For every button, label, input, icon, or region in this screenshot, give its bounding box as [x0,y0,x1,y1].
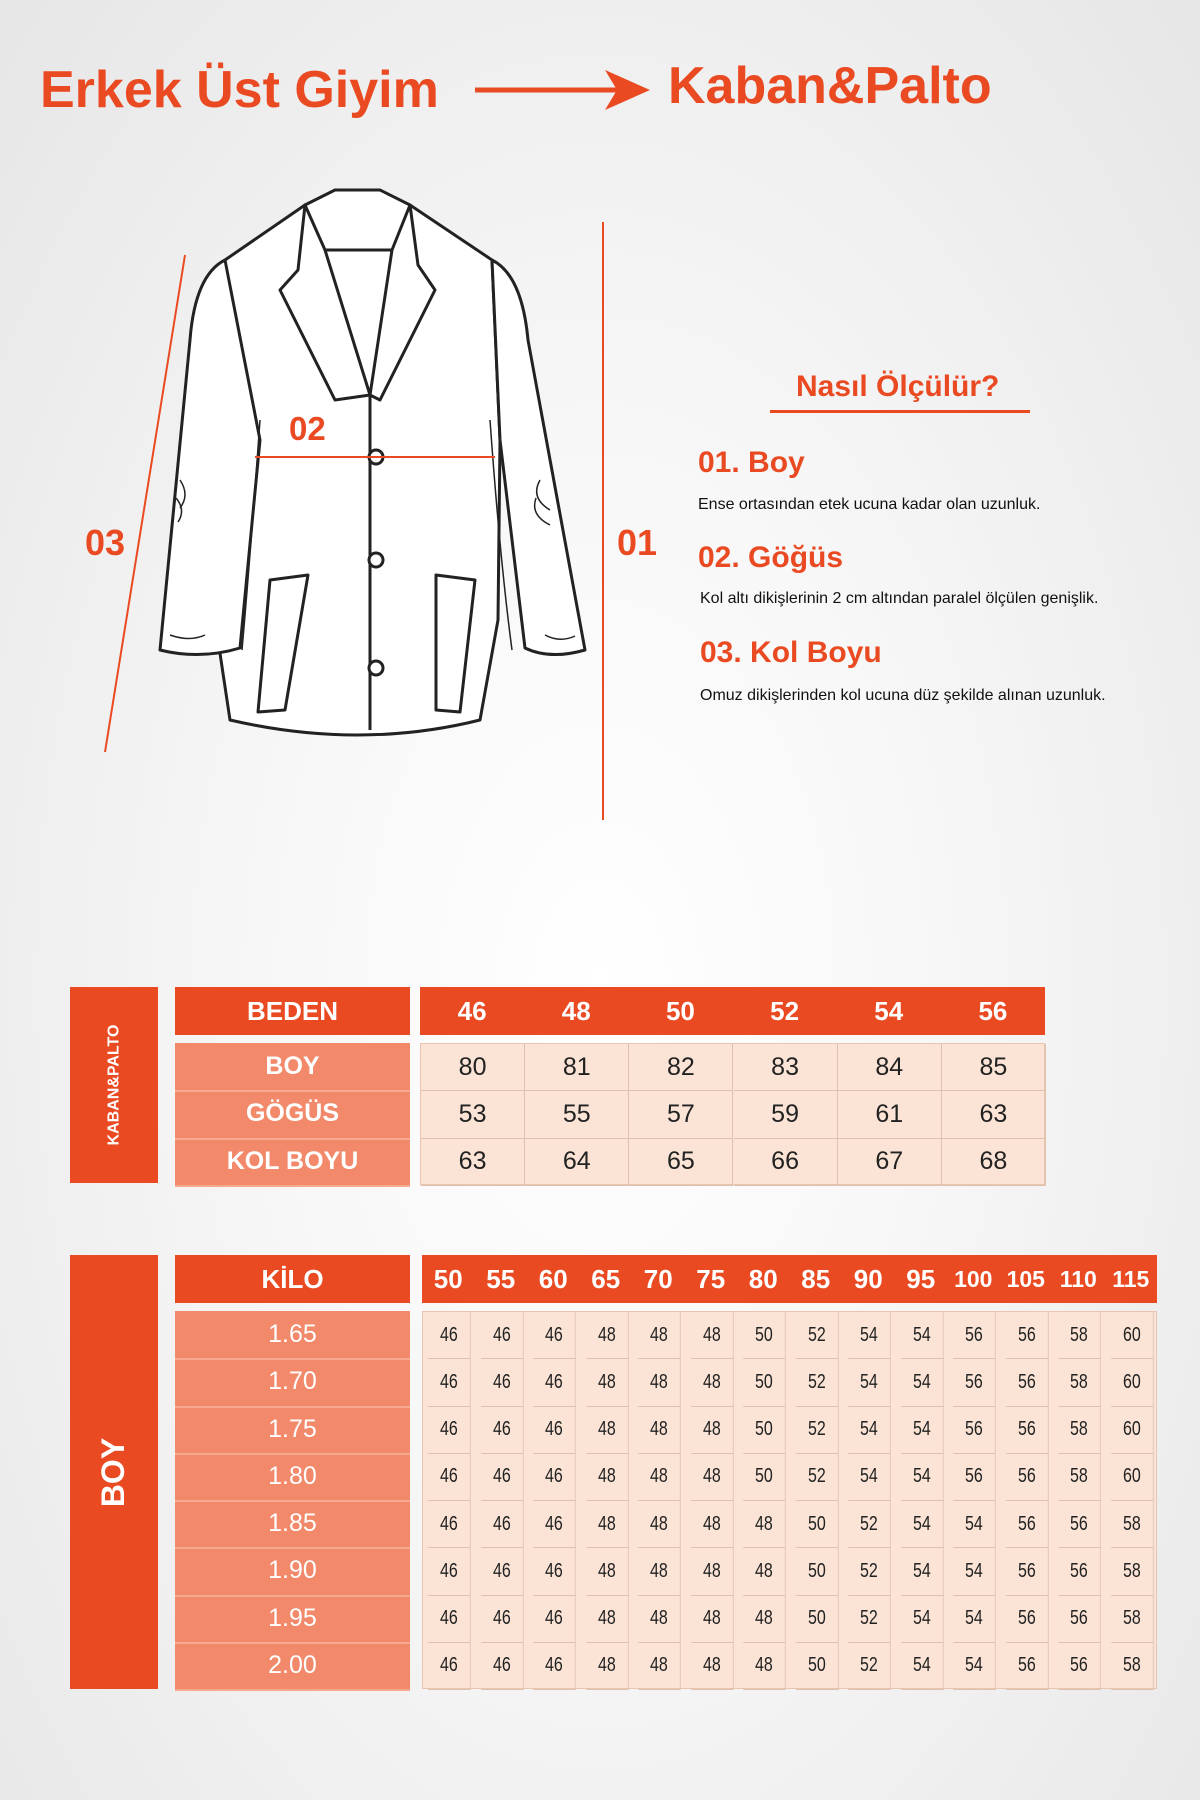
fit-table-cell: 46 [533,1312,575,1359]
size-table-cell: 85 [942,1044,1046,1091]
fit-table-cell: 50 [743,1454,785,1501]
measure-desc-length: Ense ortasından etek ucuna kadar olan uzunluk. [698,496,1041,513]
weight-header-cell: 70 [643,1263,673,1294]
size-table-cell: 55 [525,1091,629,1138]
fit-table-cell: 56 [1006,1501,1048,1548]
measure-head-length: 01. Boy [698,446,805,479]
measure-desc-sleeve: Omuz dikişlerinden kol ucuna düz şekilde alınan uzunluk. [700,687,1106,704]
fit-table-cell: 46 [533,1454,575,1501]
size-row-labels [175,1043,410,1185]
fit-table-cell: 54 [901,1312,943,1359]
fit-grid [422,1311,1157,1689]
fit-table-cell: 58 [1058,1407,1100,1454]
fit-table-cell: 46 [481,1596,523,1643]
fit-table-cell: 48 [691,1312,733,1359]
fit-table-cell: 58 [1111,1596,1153,1643]
arrow-right-icon [475,68,650,112]
fit-table-cell: 58 [1111,1643,1153,1690]
fit-table-cell: 48 [743,1548,785,1595]
fit-table-cell: 48 [586,1312,628,1359]
size-table-cell: 64 [525,1139,629,1186]
fit-table-cell: 50 [796,1643,838,1690]
size-table-cell: 82 [629,1044,733,1091]
fit-table-cell: 48 [586,1596,628,1643]
fit-table-cell: 48 [691,1454,733,1501]
fit-table-cell: 48 [586,1501,628,1548]
height-row-label: 2.00 [175,1642,410,1691]
fit-table-cell: 52 [848,1643,890,1690]
fit-table-cell: 54 [953,1643,995,1690]
weight-header-cell: 95 [906,1263,936,1294]
size-header-cell: 56 [978,995,1008,1026]
fit-table-cell: 50 [796,1501,838,1548]
size-table-cell: 81 [525,1044,629,1091]
fit-table-cell: 60 [1111,1359,1153,1406]
fit-table-cell: 48 [586,1548,628,1595]
fit-table-cell: 54 [901,1407,943,1454]
weight-header-cell: 100 [954,1265,993,1292]
fit-table-cell: 54 [848,1359,890,1406]
weight-header-cell: 90 [853,1263,883,1294]
fit-table-cell: 60 [1111,1312,1153,1359]
size-row-label: BOY [175,1043,410,1092]
fit-header-row [422,1255,1157,1303]
fit-table-cell: 48 [743,1643,785,1690]
size-header-cell: 48 [561,995,591,1026]
fit-table-side-label: BOY [70,1255,158,1689]
fit-table-cell: 48 [691,1643,733,1690]
size-table-cell: 63 [942,1091,1046,1138]
height-row-label: 1.80 [175,1453,410,1502]
fit-table-cell: 48 [638,1454,680,1501]
fit-table-cell: 48 [691,1359,733,1406]
fit-table-cell: 56 [953,1454,995,1501]
fit-table-cell: 46 [533,1407,575,1454]
size-header-cell: 54 [874,995,904,1026]
fit-table-cell: 46 [428,1548,470,1595]
weight-header-cell: 55 [486,1263,516,1294]
coat-diagram [80,180,660,840]
size-table-cell: 65 [629,1139,733,1186]
fit-table-cell: 48 [638,1312,680,1359]
size-table-cell: 67 [838,1139,942,1186]
fit-table-cell: 54 [901,1548,943,1595]
size-table-cell: 83 [734,1044,838,1091]
fit-table-cell: 46 [533,1501,575,1548]
subcategory-title: Kaban&Palto [668,57,992,115]
fit-table-cell: 54 [848,1312,890,1359]
weight-header-cell: 50 [433,1263,463,1294]
fit-table-cell: 58 [1058,1312,1100,1359]
fit-table-cell: 46 [533,1548,575,1595]
weight-header-cell: 75 [696,1263,726,1294]
size-table-side-label: KABAN&PALTO [70,987,158,1183]
fit-table-cell: 50 [796,1548,838,1595]
height-row-label: 1.85 [175,1500,410,1549]
fit-table-cell: 56 [1058,1596,1100,1643]
fit-table-cell: 58 [1111,1501,1153,1548]
fit-table-cell: 50 [743,1407,785,1454]
fit-table-cell: 48 [586,1359,628,1406]
fit-table-cell: 58 [1058,1454,1100,1501]
fit-table-cell: 56 [1006,1312,1048,1359]
fit-table-cell: 56 [953,1359,995,1406]
fit-table-cell: 54 [901,1359,943,1406]
fit-table-cell: 56 [1058,1643,1100,1690]
measure-head-sleeve: 03. Kol Boyu [700,636,882,669]
fit-table-cell: 46 [533,1359,575,1406]
fit-table-cell: 52 [796,1359,838,1406]
fit-table-cell: 56 [1006,1359,1048,1406]
weight-header-cell: 115 [1112,1265,1150,1292]
fit-table-cell: 48 [638,1596,680,1643]
fit-row-labels [175,1311,410,1689]
weight-header-cell: 65 [591,1263,621,1294]
fit-table-cell: 46 [481,1454,523,1501]
fit-table-cell: 56 [1006,1596,1048,1643]
how-to-measure-title: Nasıl Ölçülür? [796,370,1000,403]
height-row-label: 1.70 [175,1358,410,1407]
size-header-row [420,987,1045,1035]
fit-table-cell: 56 [1006,1407,1048,1454]
fit-table-cell: 48 [586,1454,628,1501]
fit-table-cell: 54 [901,1643,943,1690]
weight-header-cell: 80 [748,1263,778,1294]
length-label: 01 [617,522,658,563]
fit-table-cell: 60 [1111,1454,1153,1501]
size-grid [420,1043,1045,1185]
fit-table-cell: 50 [743,1312,785,1359]
fit-table-cell: 50 [796,1596,838,1643]
fit-table-cell: 48 [691,1407,733,1454]
measure-desc-chest: Kol altı dikişlerinin 2 cm altından paralel ölçülen genişlik. [700,590,1099,607]
fit-table-cell: 48 [743,1501,785,1548]
fit-table-cell: 56 [1058,1548,1100,1595]
size-table-cell: 66 [734,1139,838,1186]
height-row-label: 1.75 [175,1406,410,1455]
fit-table-cell: 46 [428,1501,470,1548]
height-row-label: 1.65 [175,1311,410,1360]
fit-table-cell: 54 [848,1454,890,1501]
fit-table-cell: 48 [586,1643,628,1690]
size-table-cell: 57 [629,1091,733,1138]
size-table-cell: 59 [734,1091,838,1138]
fit-table-cell: 48 [691,1548,733,1595]
fit-table-cell: 52 [796,1454,838,1501]
fit-table-cell: 56 [953,1407,995,1454]
category-title: Erkek Üst Giyim [40,61,439,119]
fit-table-cell: 52 [796,1312,838,1359]
fit-table-cell: 48 [743,1596,785,1643]
fit-table-cell: 48 [691,1596,733,1643]
fit-table-cell: 52 [796,1407,838,1454]
size-header-label: BEDEN [175,987,410,1035]
fit-table-cell: 48 [638,1643,680,1690]
height-row-label: 1.90 [175,1547,410,1596]
size-table-cell: 63 [421,1139,525,1186]
fit-table-cell: 46 [481,1407,523,1454]
sleeve-label: 03 [85,522,126,563]
size-header-cell: 46 [457,995,487,1026]
size-table-cell: 80 [421,1044,525,1091]
fit-table-cell: 46 [428,1454,470,1501]
size-table-cell: 84 [838,1044,942,1091]
chest-label: 02 [289,410,326,447]
fit-table-cell: 54 [953,1501,995,1548]
fit-table-cell: 56 [953,1312,995,1359]
fit-table-cell: 54 [901,1454,943,1501]
button-2 [369,553,383,567]
fit-table-cell: 56 [1058,1501,1100,1548]
fit-table-cell: 46 [428,1643,470,1690]
size-table-cell: 61 [838,1091,942,1138]
fit-table-cell: 46 [428,1407,470,1454]
fit-table-cell: 52 [848,1501,890,1548]
size-header-cell: 52 [770,995,800,1026]
fit-table-cell: 46 [481,1548,523,1595]
size-header-cell: 50 [665,995,695,1026]
fit-table-cell: 46 [428,1596,470,1643]
measure-head-chest: 02. Göğüs [698,541,844,574]
fit-table-cell: 52 [848,1596,890,1643]
fit-table-cell: 58 [1058,1359,1100,1406]
fit-table-cell: 48 [638,1501,680,1548]
fit-table-cell: 46 [533,1643,575,1690]
size-table-cell: 68 [942,1139,1046,1186]
fit-table-cell: 48 [638,1407,680,1454]
fit-table-cell: 46 [481,1501,523,1548]
fit-table-cell: 48 [691,1501,733,1548]
fit-table-cell: 54 [953,1596,995,1643]
fit-table-cell: 56 [1006,1548,1048,1595]
height-row-label: 1.95 [175,1595,410,1644]
fit-table-cell: 60 [1111,1407,1153,1454]
fit-table-cell: 46 [481,1312,523,1359]
weight-header-cell: 110 [1059,1265,1097,1292]
size-row-label: KOL BOYU [175,1138,410,1187]
weight-header-cell: 85 [801,1263,831,1294]
fit-table-cell: 48 [638,1548,680,1595]
fit-table-cell: 54 [953,1548,995,1595]
fit-table-cell: 48 [638,1359,680,1406]
fit-table-cell: 54 [901,1501,943,1548]
fit-table-cell: 46 [481,1359,523,1406]
fit-table-cell: 52 [848,1548,890,1595]
fit-table-cell: 54 [901,1596,943,1643]
fit-table-cell: 46 [428,1359,470,1406]
fit-table-cell: 56 [1006,1643,1048,1690]
fit-table-cell: 46 [533,1596,575,1643]
fit-table-cell: 56 [1006,1454,1048,1501]
fit-table-cell: 46 [481,1643,523,1690]
fit-table-cell: 48 [586,1407,628,1454]
button-3 [369,661,383,675]
fit-table-cell: 46 [428,1312,470,1359]
fit-table-cell: 54 [848,1407,890,1454]
size-row-label: GÖGÜS [175,1090,410,1139]
fit-header-label: KİLO [175,1255,410,1303]
weight-header-cell: 105 [1006,1265,1045,1292]
size-table-cell: 53 [421,1091,525,1138]
fit-table-cell: 58 [1111,1548,1153,1595]
fit-table-cell: 50 [743,1359,785,1406]
weight-header-cell: 60 [538,1263,568,1294]
how-to-underline [770,410,1030,413]
